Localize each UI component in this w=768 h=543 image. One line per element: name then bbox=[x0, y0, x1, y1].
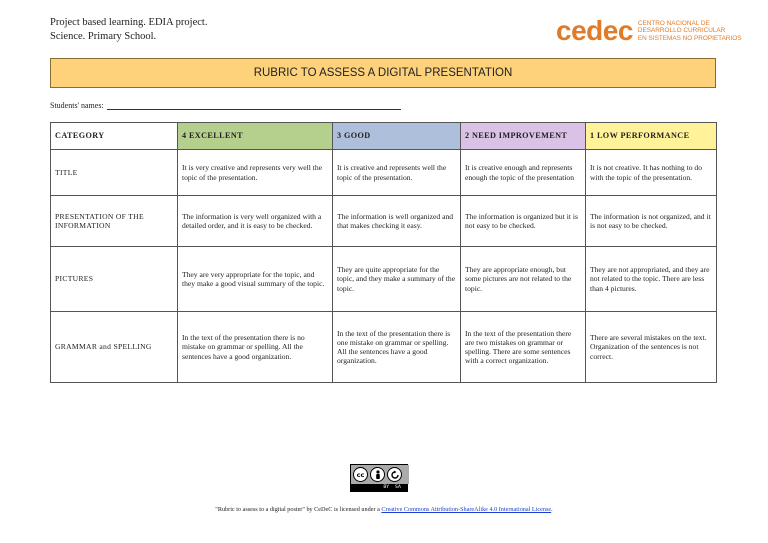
logo-tagline-line-3: EN SISTEMAS NO PROPIETARIOS bbox=[637, 34, 742, 42]
header-low-performance: 1 LOW PERFORMANCE bbox=[586, 123, 717, 150]
students-names-field[interactable] bbox=[50, 100, 401, 110]
table-row bbox=[51, 247, 717, 312]
header-excellent: 4 EXCELLENT bbox=[178, 123, 333, 150]
criteria-cell: It is creative enough and represents enough the topic of the presentation bbox=[461, 150, 586, 196]
cedec-logo bbox=[556, 16, 741, 46]
logo-wordmark: cedec bbox=[556, 15, 633, 46]
criteria-cell: They are appropriate enough, but some pictures are not related to the topic. bbox=[461, 247, 586, 312]
rubric-title: RUBRIC TO ASSESS A DIGITAL PRESENTATION bbox=[50, 58, 716, 88]
document-header bbox=[50, 16, 207, 44]
criteria-cell: The information is not organized, and it is not easy to be checked. bbox=[586, 196, 717, 247]
criteria-cell: It is not creative. It has nothing to do with the topic of the presentation. bbox=[586, 150, 717, 196]
license-link[interactable]: Creative Commons Attribution-ShareAlike 4.0 International License bbox=[381, 506, 552, 513]
criteria-cell: They are very appropriate for the topic, and they make a good visual summary of the topic. bbox=[178, 247, 333, 312]
criteria-cell: In the text of the presentation there are two mistakes on grammar or spelling. There are some sentences with a correct organization. bbox=[461, 312, 586, 383]
category-cell: PICTURES bbox=[51, 247, 178, 312]
header-good: 3 GOOD bbox=[333, 123, 461, 150]
category-cell: PRESENTATION OF THE INFORMATION bbox=[51, 196, 178, 247]
criteria-cell: The information is very well organized with a detailed order, and it is easy to be checked. bbox=[178, 196, 333, 247]
attribution-person-icon bbox=[370, 467, 385, 482]
header-subject-line: Science. Primary School. bbox=[50, 31, 157, 42]
criteria-cell: They are quite appropriate for the topic, and they make a summary of the topic. bbox=[333, 247, 461, 312]
share-alike-icon bbox=[387, 467, 402, 482]
criteria-cell: They are not appropriated, and they are not related to the topic. There are less than 4 pictures. bbox=[586, 247, 717, 312]
license-footer bbox=[0, 506, 768, 513]
footer-suffix: . bbox=[551, 506, 553, 513]
logo-tagline-line-2: DESARROLLO CURRICULAR bbox=[637, 27, 726, 35]
header-need-improvement: 2 NEED IMPROVEMENT bbox=[461, 123, 586, 150]
logo-tagline-line-1: CENTRO NACIONAL DE bbox=[637, 19, 710, 27]
cc-sa-label: SA bbox=[394, 485, 401, 490]
header-project-line: Project based learning. EDIA project. bbox=[50, 17, 208, 28]
criteria-cell: It is creative and represents well the topic of the presentation. bbox=[333, 150, 461, 196]
cc-by-label: BY bbox=[383, 485, 389, 490]
criteria-cell: There are several mistakes on the text. Organization of the sentences is not correct. bbox=[586, 312, 717, 383]
category-cell: GRAMMAR and SPELLING bbox=[51, 312, 178, 383]
table-row bbox=[51, 196, 717, 247]
footer-prefix: "Rubric to assess to a digital poster" by CeDeC is licensed under a bbox=[215, 506, 382, 513]
header-category: CATEGORY bbox=[51, 123, 178, 150]
table-row bbox=[51, 312, 717, 383]
rubric-table bbox=[50, 122, 717, 383]
students-names-label: Students' names: bbox=[50, 101, 104, 110]
header-row bbox=[51, 123, 717, 150]
criteria-cell: The information is organized but it is not easy to be checked. bbox=[461, 196, 586, 247]
logo-tagline bbox=[638, 20, 742, 43]
students-names-line[interactable] bbox=[107, 100, 401, 110]
criteria-cell: The information is well organized and that makes checking it easy. bbox=[333, 196, 461, 247]
table-row bbox=[51, 150, 717, 196]
cc-icon: cc bbox=[353, 467, 368, 482]
cc-license-badge[interactable] bbox=[350, 464, 408, 492]
criteria-cell: In the text of the presentation there is one mistake on grammar or spelling. All the sentences have a good organization. bbox=[333, 312, 461, 383]
criteria-cell: In the text of the presentation there is no mistake on grammar or spelling. All the sentences have a good organization. bbox=[178, 312, 333, 383]
category-cell: TITLE bbox=[51, 150, 178, 196]
criteria-cell: It is very creative and represents very well the topic of the presentation. bbox=[178, 150, 333, 196]
